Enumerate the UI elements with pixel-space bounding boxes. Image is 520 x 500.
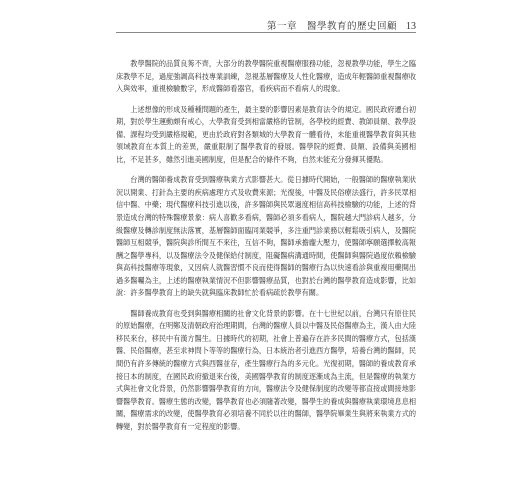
paragraph: 醫師養成教育也受到與醫療相關的社會文化背景的影響。在十七世紀以前，台灣只有原住民的原始醫療，在明鄭及清朝政府治理期間，台灣的醫療人員以中醫及民俗醫療為主，漢人由大陸移民來台，移民中有漢方醫生。日據時代的初期，社會上普遍存在許多民間的醫療方式，包括漢醫、民俗醫療，甚至求神問卜等等的醫療行為，日本統治者引進西方醫學，培養台灣的醫師，民間仍有許多傳統的醫療方式與西醫並存，產生醫療行為的多元化。光復初期，醫師的養成教育承接日本的制度，在國民政府撤退來台後，美國醫學教育的制度逐漸成為主流，但是醫療的執業方式與社會文化背景，仍然影響醫學教育的方向，醫療法令及健保制度的改變等都直接或間接地影響醫學教育。醫療生態的改變，醫學教育也必須隨著改變，醫學生的養成與醫療執業環境息息相關，醫療需求的改變，使醫學教育必須培養不同於以往的醫師，醫學院畢業生與將來執業方式的轉變，對於醫學教育有一定程度的影響。: [116, 308, 416, 431]
chapter-title: 第一章 醫學教育的歷史回顧: [266, 21, 397, 32]
paragraph: 教學醫院的品質良莠不齊，大部分的教學醫院重視醫療服務功能，忽視教學功能，學生之臨床教學不足，過度強調高科技專業訓練，忽視基層醫療及人性化醫療，造成年輕醫師重視醫療收入與效率，重視檢驗數字，形成醫師看器官，看疾病而不看病人的現象。: [116, 59, 416, 94]
paragraph: 台灣的醫師養成教育受到醫療執業方式影響甚大。從日據時代開始，一般醫師的醫療執業狀況以開業、打針為主要的疾病處理方式及收費來源；光復後，中醫及民俗療法盛行，許多民眾相信中醫、中藥；現代醫療科技引進以後，許多醫師與民眾過度相信高科技檢驗的功能，上述的背景造成台灣的特殊醫療景象：病人喜歡多看病，醫師必須多看病人，醫院越大門診病人越多，分級醫療及轉診制度無法落實，基層醫師面臨同業競爭，多注重門診業務以輕鬆吸引病人，及醫院醫師互相競爭，醫院與診所間互不來往，互信不夠，醫師承擔龐大壓力，使醫師寧願選擇較高報酬之醫學專科，以及醫療法令及健保給付制度，阻礙醫病溝通時間，使醫師與醫院過度依賴檢驗與高科技醫療等現象，又因病人就醫習慣不良而使得醫師的醫療行為以快速看診與重複用藥開出過多醫囑為主，上述的醫療執業情況不但影響醫療品質，也對於台灣的醫學教育造成影響，比如說：許多醫學教育上的缺失就與臨床教師忙於看病疏於教學有關。: [116, 175, 416, 298]
body-text: [116, 58, 416, 441]
running-header: [116, 18, 416, 32]
page-number: 13: [406, 21, 416, 32]
paragraph: 上述想像的形成及種種問題的產生，最主要的影響因素是教育法令的規定。國民政府遷台初期，對於學生運動頗有戒心，大學教育受到相當嚴格的管制，各學校的經費、教師員額、教學設備、課程均受到嚴格規範，更由於政府對各類城的大學教育一體看待，未能重視醫學教育與其他領域教育在本質上的差異，嚴重限制了醫學教育的發展。醫學院的經費、員額、設備與美國相比，不足甚多，雖然引進美國制度，但是配合的條件不夠，自然未能充分發揮其優點。: [116, 104, 416, 164]
header-rule: [116, 32, 416, 33]
